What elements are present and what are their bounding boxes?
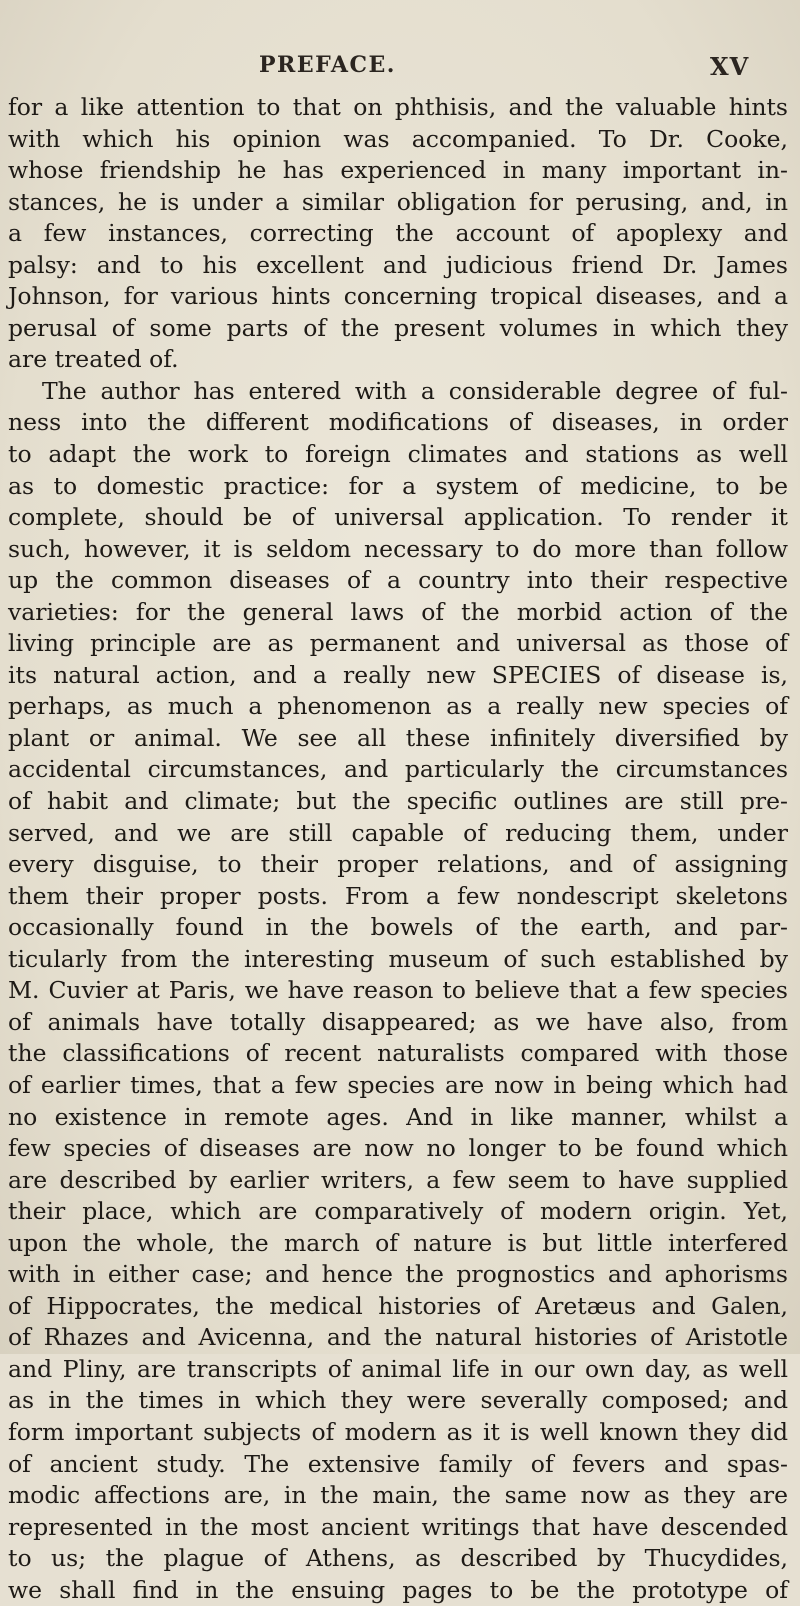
text-line: of habit and climate; but the specific outlines are still pre- [8,787,788,816]
text-line: and Pliny, are transcripts of animal life in our own day, as well [8,1354,788,1383]
text-line: of earlier times, that a few species are now in being which had [8,1070,788,1099]
text-line: modic affections are, in the main, the same now as they are [8,1481,788,1510]
text-line: are described by earlier writers, a few seem to have supplied [8,1165,788,1194]
text-line: varieties: for the general laws of the morbid action of the [8,597,788,626]
text-line: of Rhazes and Avicenna, and the natural histories of Aristotle [8,1323,788,1352]
text-line: complete, should be of universal application. To render it [8,503,788,532]
text-line: the classifications of recent naturalists compared with those [8,1039,788,1068]
text-line: every disguise, to their proper relations, and of assigning [8,850,788,879]
text-line: stances, he is under a similar obligation for perusing, and, in [8,187,788,216]
text-line: with in either case; and hence the prognostics and aphorisms [8,1260,788,1289]
text-line: a few instances, correcting the account of apoplexy and [8,219,788,248]
text-line: whose friendship he has experienced in many important in- [8,156,788,185]
text-line: as in the times in which they were severally composed; and [8,1386,788,1415]
text-line: perusal of some parts of the present volumes in which they [8,313,788,342]
text-line: with which his opinion was accompanied. To Dr. Cooke, [8,124,788,153]
text-line: to adapt the work to foreign climates and stations as well [8,440,788,469]
text-line: upon the whole, the march of nature is but little interfered [8,1228,788,1257]
text-line: ticularly from the interesting museum of such established by [8,944,788,973]
text-line: are treated of. [8,345,179,374]
text-line: palsy: and to his excellent and judicious friend Dr. James [8,250,788,279]
text-line: of animals have totally disappeared; as we have also, from [8,1007,788,1036]
text-line: represented in the most ancient writings that have descended [8,1512,788,1541]
text-line: accidental circumstances, and particularly the circumstances [8,755,788,784]
page-header [0,52,800,82]
text-line: of Hippocrates, the medical histories of Aretæus and Galen, [8,1291,788,1320]
text-line: served, and we are still capable of reducing them, under [8,818,788,847]
text-line: no existence in remote ages. And in like manner, whilst a [8,1102,788,1131]
text-line: them their proper posts. From a few nondescript skeletons [8,881,788,910]
running-head: PREFACE. [259,52,396,78]
text-line: their place, which are comparatively of modern origin. Yet, [8,1197,788,1226]
text-line: its natural action, and a really new SPECIES of disease is, [8,660,788,689]
preface-body [8,92,788,1606]
text-line: M. Cuvier at Paris, we have reason to believe that a few species [8,976,788,1005]
text-line: ness into the different modifications of diseases, in order [8,408,788,437]
text-line: to us; the plague of Athens, as described by Thucydides, [8,1544,788,1573]
text-line: few species of diseases are now no longer to be found which [8,1134,788,1163]
text-line: plant or animal. We see all these infinitely diversified by [8,723,788,752]
text-line: as to domestic practice: for a system of medicine, to be [8,471,788,500]
text-line: perhaps, as much a phenomenon as a really new species of [8,692,788,721]
text-line: of ancient study. The extensive family of fevers and spas- [8,1449,788,1478]
text-line: up the common diseases of a country into their respective [8,566,788,595]
text-line: living principle are as permanent and universal as those of [8,629,788,658]
text-line: for a like attention to that on phthisis, and the valuable hints [8,93,788,121]
page-number: XV [710,52,750,81]
text-line: such, however, it is seldom necessary to do more than follow [8,534,788,563]
text-line: occasionally found in the bowels of the earth, and par- [8,913,788,942]
text-line: we shall find in the ensuing pages to be the prototype of [8,1575,788,1604]
text-line: The author has entered with a considerable degree of ful- [42,376,788,405]
text-line: Johnson, for various hints concerning tropical diseases, and a [8,282,788,311]
text-line: form important subjects of modern as it is well known they did [8,1417,788,1446]
